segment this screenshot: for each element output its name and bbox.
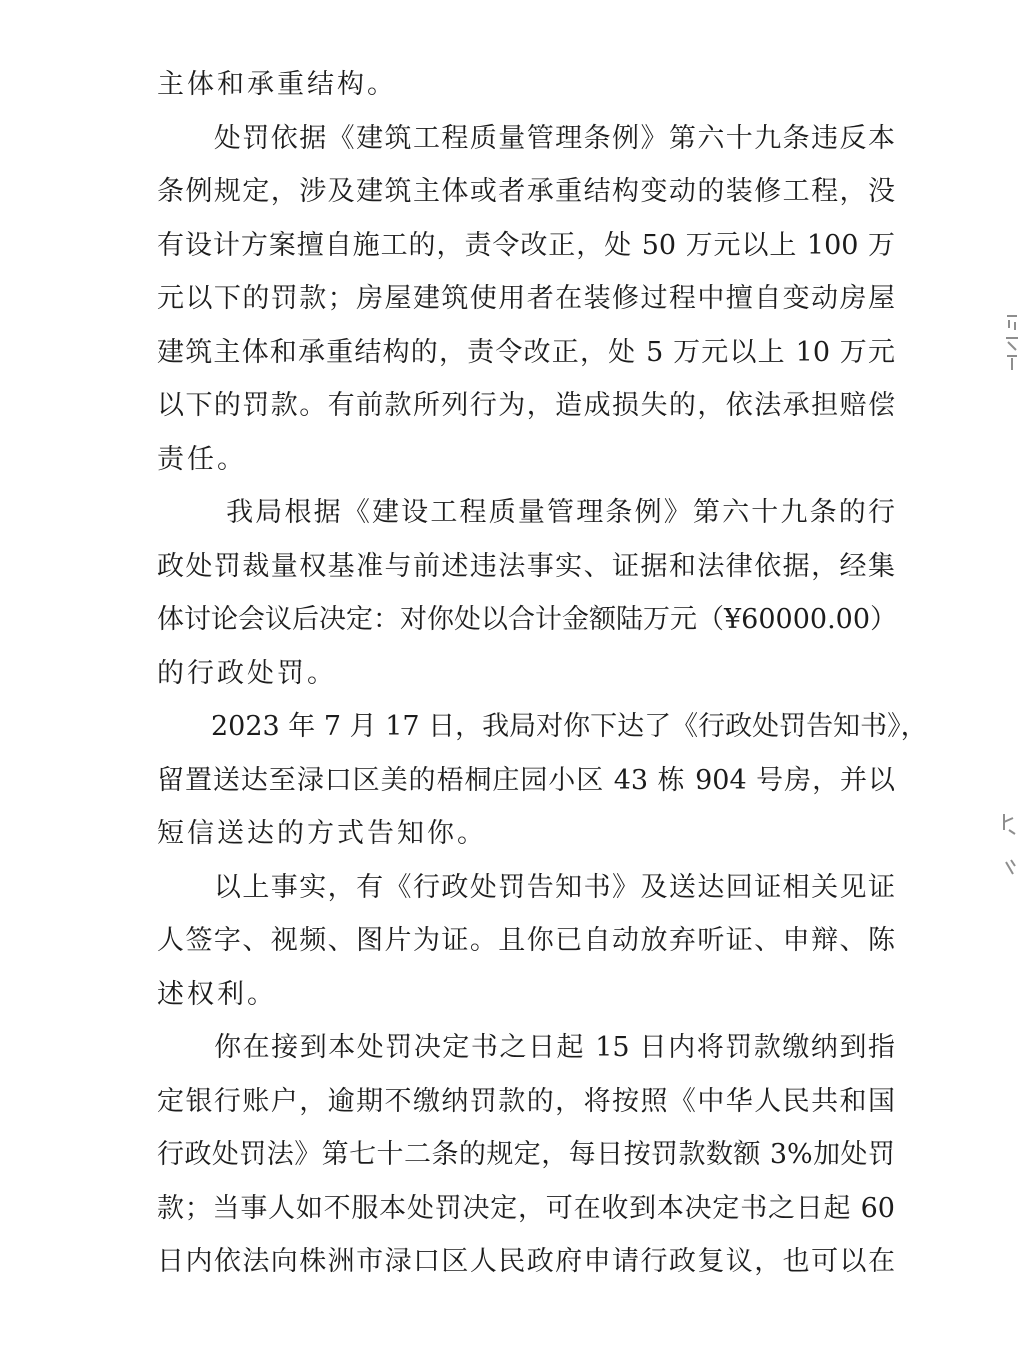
text-line: 政处罚裁量权基准与前述违法事实、证据和法律依据，经集 <box>157 550 895 582</box>
seal-fragment <box>1003 312 1021 372</box>
text-line: 责任。 <box>157 443 247 475</box>
text-line: 元以下的罚款；房屋建筑使用者在装修过程中擅自变动房屋 <box>157 283 895 314</box>
text-line: 人签字、视频、图片为证。且你已自动放弃听证、申辩、陈 <box>157 925 895 956</box>
text-line: 处罚依据《建筑工程质量管理条例》第六十九条违反本 <box>157 122 895 154</box>
text-line: 体讨论会议后决定：对你处以合计金额陆万元（¥60000.00） <box>157 604 898 635</box>
text-line: 述权利。 <box>157 978 277 1010</box>
text-line: 我局根据《建设工程质量管理条例》第六十九条的行 <box>157 497 895 528</box>
text-line: 建筑主体和承重结构的，责令改正，处 5 万元以上 10 万元 <box>157 336 895 368</box>
text-line: 主体和承重结构。 <box>157 69 397 100</box>
document-body <box>157 58 928 1289</box>
text-line: 以下的罚款。有前款所列行为，造成损失的，依法承担赔偿 <box>157 390 895 421</box>
text-line: 的行政处罚。 <box>157 657 337 689</box>
seal-fragment <box>1001 808 1017 878</box>
text-line: 日内依法向株洲市渌口区人民政府申请行政复议，也可以在 <box>157 1246 895 1277</box>
text-line: 2023 年 7 月 17 日，我局对你下达了《行政处罚告知书》， <box>157 711 928 742</box>
text-line: 留置送达至渌口区美的梧桐庄园小区 43 栋 904 号房，并以 <box>157 764 895 796</box>
text-line: 短信送达的方式告知你。 <box>157 818 487 849</box>
text-line: 以上事实，有《行政处罚告知书》及送达回证相关见证 <box>157 871 895 903</box>
text-line: 款；当事人如不服本处罚决定，可在收到本决定书之日起 60 <box>157 1192 895 1224</box>
text-line: 有设计方案擅自施工的，责令改正，处 50 万元以上 100 万 <box>157 229 895 261</box>
text-line: 行政处罚法》第七十二条的规定，每日按罚款数额 3%加处罚 <box>157 1139 895 1170</box>
text-line: 你在接到本处罚决定书之日起 15 日内将罚款缴纳到指 <box>157 1032 895 1063</box>
text-line: 条例规定，涉及建筑主体或者承重结构变动的装修工程，没 <box>157 176 895 207</box>
text-line: 定银行账户，逾期不缴纳罚款的，将按照《中华人民共和国 <box>157 1085 895 1117</box>
